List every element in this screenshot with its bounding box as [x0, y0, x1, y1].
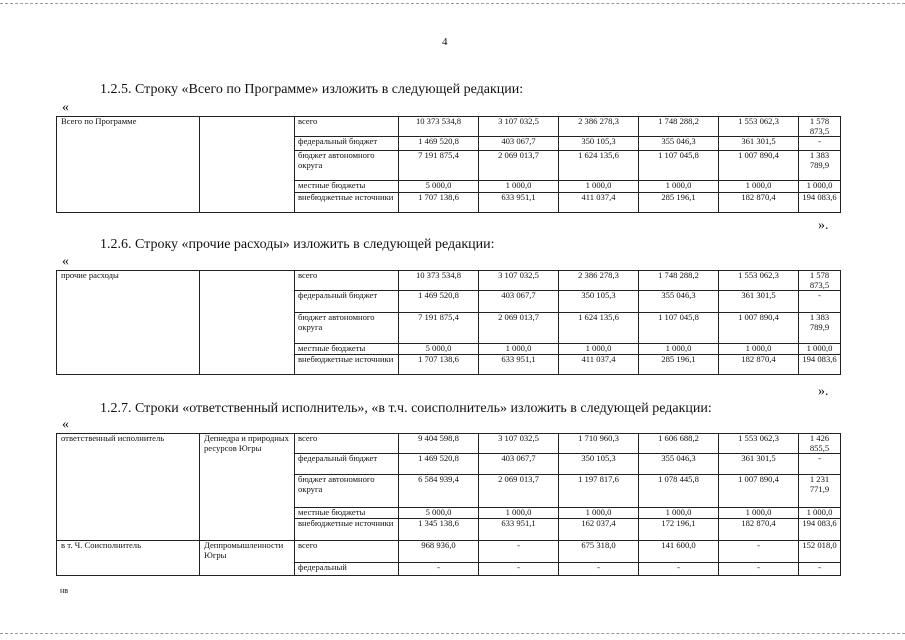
amount-cell: 968 936,0: [399, 541, 479, 563]
amount-cell: 350 105,3: [559, 291, 639, 313]
amount-cell: 1 107 045,8: [639, 151, 719, 181]
amount-cell: 182 870,4: [719, 519, 799, 541]
opening-quote: «: [62, 417, 69, 432]
amount-cell: 1 624 135,6: [559, 151, 639, 181]
amount-cell: 1 426 855,5: [799, 434, 841, 454]
amount-cell: 1 000,0: [799, 344, 841, 355]
amount-cell: 633 951,1: [479, 193, 559, 213]
amount-cell: 1 345 138,6: [399, 519, 479, 541]
funding-source-cell: бюджет автономного округа: [295, 475, 399, 508]
footer-code: нв: [60, 586, 69, 595]
executor-cell: Депнедра и природных ресурсов Югры: [200, 434, 295, 541]
amount-cell: 3 107 032,5: [479, 117, 559, 137]
amount-cell: 350 105,3: [559, 137, 639, 151]
amount-cell: 1 469 520,8: [399, 137, 479, 151]
amount-cell: 1 000,0: [479, 344, 559, 355]
amount-cell: -: [799, 563, 841, 576]
amount-cell: 1 197 817,6: [559, 475, 639, 508]
amount-cell: 10 373 534,8: [399, 117, 479, 137]
amount-cell: 633 951,1: [479, 519, 559, 541]
amount-cell: 2 069 013,7: [479, 313, 559, 344]
amount-cell: 162 037,4: [559, 519, 639, 541]
amount-cell: 361 301,5: [719, 291, 799, 313]
table-row: [57, 541, 841, 563]
amount-cell: 1 000,0: [559, 181, 639, 193]
amount-cell: 411 037,4: [559, 193, 639, 213]
funding-source-cell: местные бюджеты: [295, 508, 399, 519]
amount-cell: 1 000,0: [479, 508, 559, 519]
closing-quote: ».: [818, 384, 829, 399]
amount-cell: 285 196,1: [639, 355, 719, 375]
amount-cell: 172 196,1: [639, 519, 719, 541]
amount-cell: 1 469 520,8: [399, 291, 479, 313]
table-row: [57, 271, 841, 291]
closing-quote: ».: [818, 218, 829, 233]
amount-cell: 1 553 062,3: [719, 434, 799, 454]
funding-source-cell: внебюджетные источники: [295, 355, 399, 375]
amount-cell: 1 000,0: [719, 181, 799, 193]
amount-cell: 182 870,4: [719, 193, 799, 213]
amount-cell: 2 069 013,7: [479, 475, 559, 508]
funding-table: [56, 433, 841, 576]
table-row: [57, 434, 841, 454]
funding-source-cell: внебюджетные источники: [295, 193, 399, 213]
amount-cell: 633 951,1: [479, 355, 559, 375]
amount-cell: 141 600,0: [639, 541, 719, 563]
amount-cell: 7 191 875,4: [399, 313, 479, 344]
amount-cell: 1 553 062,3: [719, 271, 799, 291]
section-heading: 1.2.6. Строку «прочие расходы» изложить в следующей редакции:: [100, 237, 495, 252]
amount-cell: 5 000,0: [399, 344, 479, 355]
section-heading: 1.2.7. Строки «ответственный исполнитель», «в т.ч. соисполнитель» изложить в следующей редакции:: [100, 401, 712, 416]
funding-source-cell: бюджет автономного округа: [295, 151, 399, 181]
amount-cell: 5 000,0: [399, 181, 479, 193]
funding-table: [56, 270, 841, 375]
funding-source-cell: всего: [295, 271, 399, 291]
amount-cell: 1 000,0: [559, 508, 639, 519]
amount-cell: 1 748 288,2: [639, 271, 719, 291]
amount-cell: 1 000,0: [799, 181, 841, 193]
amount-cell: 1 553 062,3: [719, 117, 799, 137]
amount-cell: -: [479, 541, 559, 563]
funding-source-cell: всего: [295, 541, 399, 563]
amount-cell: 1 007 890,4: [719, 475, 799, 508]
scan-edge-bottom: [0, 633, 905, 634]
funding-source-cell: федеральный бюджет: [295, 137, 399, 151]
funding-source-cell: всего: [295, 434, 399, 454]
amount-cell: 2 386 278,3: [559, 117, 639, 137]
amount-cell: 182 870,4: [719, 355, 799, 375]
row-name-cell: Всего по Программе: [57, 117, 200, 213]
amount-cell: 1 007 890,4: [719, 313, 799, 344]
amount-cell: 1 710 960,3: [559, 434, 639, 454]
amount-cell: -: [719, 541, 799, 563]
amount-cell: 2 386 278,3: [559, 271, 639, 291]
funding-source-cell: внебюджетные источники: [295, 519, 399, 541]
page-number: 4: [442, 36, 448, 48]
executor-cell: [200, 117, 295, 213]
table-row: [57, 117, 841, 137]
amount-cell: 285 196,1: [639, 193, 719, 213]
amount-cell: 403 067,7: [479, 291, 559, 313]
amount-cell: 7 191 875,4: [399, 151, 479, 181]
funding-source-cell: местные бюджеты: [295, 181, 399, 193]
amount-cell: -: [559, 563, 639, 576]
amount-cell: 1 383 789,9: [799, 151, 841, 181]
amount-cell: 1 000,0: [639, 181, 719, 193]
amount-cell: 1 000,0: [479, 181, 559, 193]
amount-cell: -: [399, 563, 479, 576]
amount-cell: -: [799, 454, 841, 475]
funding-source-cell: бюджет автономного округа: [295, 313, 399, 344]
amount-cell: 1 000,0: [559, 344, 639, 355]
opening-quote: «: [62, 100, 69, 115]
amount-cell: 1 000,0: [719, 344, 799, 355]
funding-source-cell: федеральный: [295, 563, 399, 576]
amount-cell: 350 105,3: [559, 454, 639, 475]
row-name-cell: прочие расходы: [57, 271, 200, 375]
funding-source-cell: федеральный бюджет: [295, 454, 399, 475]
amount-cell: 403 067,7: [479, 137, 559, 151]
amount-cell: 194 083,6: [799, 519, 841, 541]
amount-cell: 355 046,3: [639, 291, 719, 313]
amount-cell: 355 046,3: [639, 137, 719, 151]
amount-cell: -: [639, 563, 719, 576]
amount-cell: -: [799, 291, 841, 313]
amount-cell: 194 083,6: [799, 193, 841, 213]
amount-cell: 10 373 534,8: [399, 271, 479, 291]
amount-cell: 411 037,4: [559, 355, 639, 375]
amount-cell: 355 046,3: [639, 454, 719, 475]
amount-cell: 1 231 771,9: [799, 475, 841, 508]
amount-cell: 1 078 445,8: [639, 475, 719, 508]
opening-quote: «: [62, 254, 69, 269]
amount-cell: 1 707 138,6: [399, 193, 479, 213]
section-heading: 1.2.5. Строку «Всего по Программе» изложить в следующей редакции:: [100, 82, 524, 97]
row-name-cell: ответственный исполнитель: [57, 434, 200, 541]
funding-table: [56, 116, 841, 213]
amount-cell: 361 301,5: [719, 137, 799, 151]
amount-cell: 1 469 520,8: [399, 454, 479, 475]
amount-cell: 3 107 032,5: [479, 271, 559, 291]
amount-cell: 3 107 032,5: [479, 434, 559, 454]
amount-cell: 1 748 288,2: [639, 117, 719, 137]
funding-source-cell: федеральный бюджет: [295, 291, 399, 313]
amount-cell: 1 707 138,6: [399, 355, 479, 375]
executor-cell: Деппромышленности Югры: [200, 541, 295, 576]
amount-cell: 1 383 789,9: [799, 313, 841, 344]
amount-cell: 1 107 045,8: [639, 313, 719, 344]
amount-cell: 194 083,6: [799, 355, 841, 375]
amount-cell: 2 069 013,7: [479, 151, 559, 181]
amount-cell: 675 318,0: [559, 541, 639, 563]
amount-cell: 1 000,0: [639, 508, 719, 519]
amount-cell: -: [719, 563, 799, 576]
funding-source-cell: местные бюджеты: [295, 344, 399, 355]
amount-cell: 1 007 890,4: [719, 151, 799, 181]
amount-cell: 1 578 873,5: [799, 117, 841, 137]
amount-cell: 152 018,0: [799, 541, 841, 563]
amount-cell: 6 584 939,4: [399, 475, 479, 508]
executor-cell: [200, 271, 295, 375]
amount-cell: 1 624 135,6: [559, 313, 639, 344]
amount-cell: 1 578 873,5: [799, 271, 841, 291]
amount-cell: 1 000,0: [799, 508, 841, 519]
amount-cell: -: [479, 563, 559, 576]
amount-cell: 9 404 598,8: [399, 434, 479, 454]
amount-cell: 361 301,5: [719, 454, 799, 475]
scan-edge-top: [0, 3, 905, 4]
amount-cell: 1 606 688,2: [639, 434, 719, 454]
amount-cell: -: [799, 137, 841, 151]
amount-cell: 1 000,0: [719, 508, 799, 519]
row-name-cell: в т. Ч. Соисполнитель: [57, 541, 200, 576]
amount-cell: 5 000,0: [399, 508, 479, 519]
amount-cell: 1 000,0: [639, 344, 719, 355]
amount-cell: 403 067,7: [479, 454, 559, 475]
funding-source-cell: всего: [295, 117, 399, 137]
